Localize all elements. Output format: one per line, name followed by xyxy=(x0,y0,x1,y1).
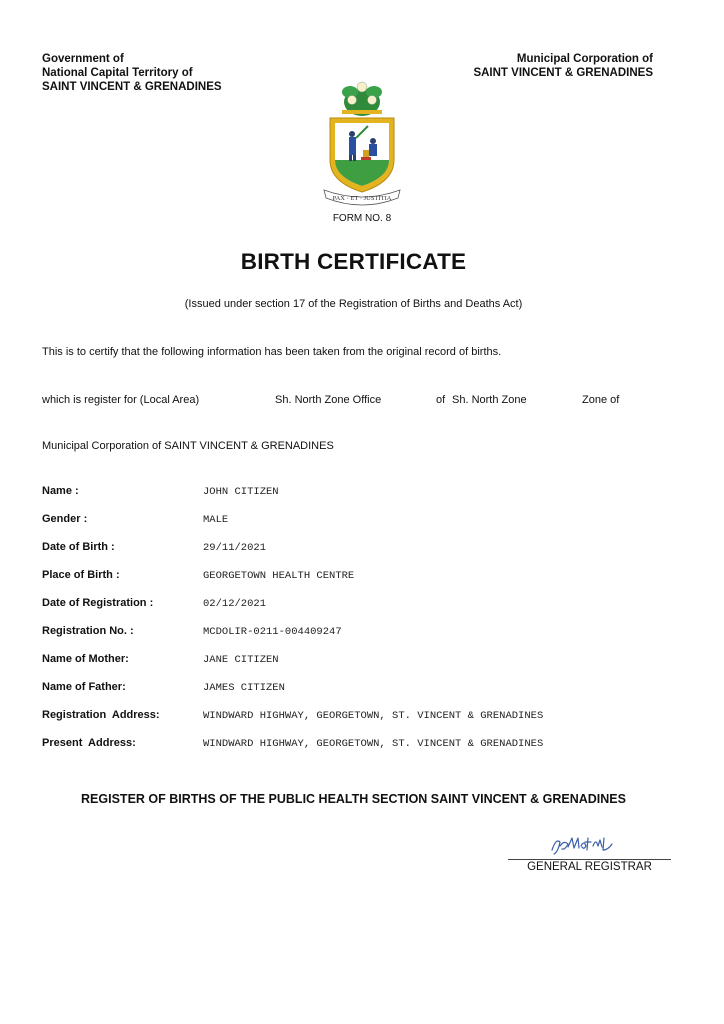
header-right xyxy=(473,52,653,80)
field-value-registration-address: WINDWARD HIGHWAY, GEORGETOWN, ST. VINCENT & GRENADINES xyxy=(203,710,544,722)
field-value-father: JAMES CITIZEN xyxy=(203,682,285,694)
register-zone: Sh. North Zone xyxy=(452,394,527,406)
header-left-line: Government of xyxy=(42,53,124,65)
signature-icon xyxy=(548,832,628,858)
field-label-registration-no: Registration No. : xyxy=(42,625,134,637)
subtitle: (Issued under section 17 of the Registration of Births and Deaths Act) xyxy=(184,298,523,310)
register-footer-title: REGISTER OF BIRTHS OF THE PUBLIC HEALTH SECTION SAINT VINCENT & GRENADINES xyxy=(81,792,626,806)
register-suffix: Zone of xyxy=(582,394,620,406)
signature-caption: GENERAL REGISTRAR xyxy=(527,861,652,873)
field-label-gender: Gender : xyxy=(42,513,88,525)
field-value-place-of-birth: GEORGETOWN HEALTH CENTRE xyxy=(203,570,355,582)
header-right-line: SAINT VINCENT & GRENADINES xyxy=(473,67,653,79)
header-right-line: Municipal Corporation of xyxy=(516,53,653,65)
field-label-registration-address: Registration Address: xyxy=(42,709,160,721)
field-value-present-address: WINDWARD HIGHWAY, GEORGETOWN, ST. VINCENT & GRENADINES xyxy=(203,738,544,750)
field-value-gender: MALE xyxy=(203,514,229,526)
header-left-line: SAINT VINCENT & GRENADINES xyxy=(42,81,222,93)
signature-line xyxy=(508,859,671,860)
register-of: of xyxy=(436,394,446,406)
field-value-registration-no: MCDOLIR-0211-004409247 xyxy=(203,626,342,638)
crest-motto: PAX · ET · JUSTITIA xyxy=(332,195,392,202)
field-label-present-address: Present Address: xyxy=(42,737,136,749)
field-value-registration-date: 02/12/2021 xyxy=(203,598,267,610)
header-left xyxy=(42,52,222,94)
municipal-line: Municipal Corporation of SAINT VINCENT & GRENADINES xyxy=(42,440,334,452)
register-office: Sh. North Zone Office xyxy=(275,394,382,406)
field-value-dob: 29/11/2021 xyxy=(203,542,267,554)
coat-of-arms-icon xyxy=(318,78,406,206)
register-prefix: which is register for (Local Area) xyxy=(42,394,200,406)
field-label-name: Name : xyxy=(42,485,79,497)
field-value-name: JOHN CITIZEN xyxy=(203,486,279,498)
field-label-registration-date: Date of Registration : xyxy=(42,597,154,609)
cotton-plant-icon xyxy=(342,82,382,116)
form-number: FORM NO. 8 xyxy=(332,213,392,224)
field-label-place-of-birth: Place of Birth : xyxy=(42,569,120,581)
field-value-mother: JANE CITIZEN xyxy=(203,654,279,666)
page-title: BIRTH CERTIFICATE xyxy=(240,249,467,274)
certify-statement: This is to certify that the following information has been taken from the original record of births. xyxy=(42,346,502,358)
field-label-mother: Name of Mother: xyxy=(42,653,129,665)
header-left-line: National Capital Territory of xyxy=(42,67,193,79)
field-label-father: Name of Father: xyxy=(42,681,126,693)
field-label-dob: Date of Birth : xyxy=(42,541,115,553)
